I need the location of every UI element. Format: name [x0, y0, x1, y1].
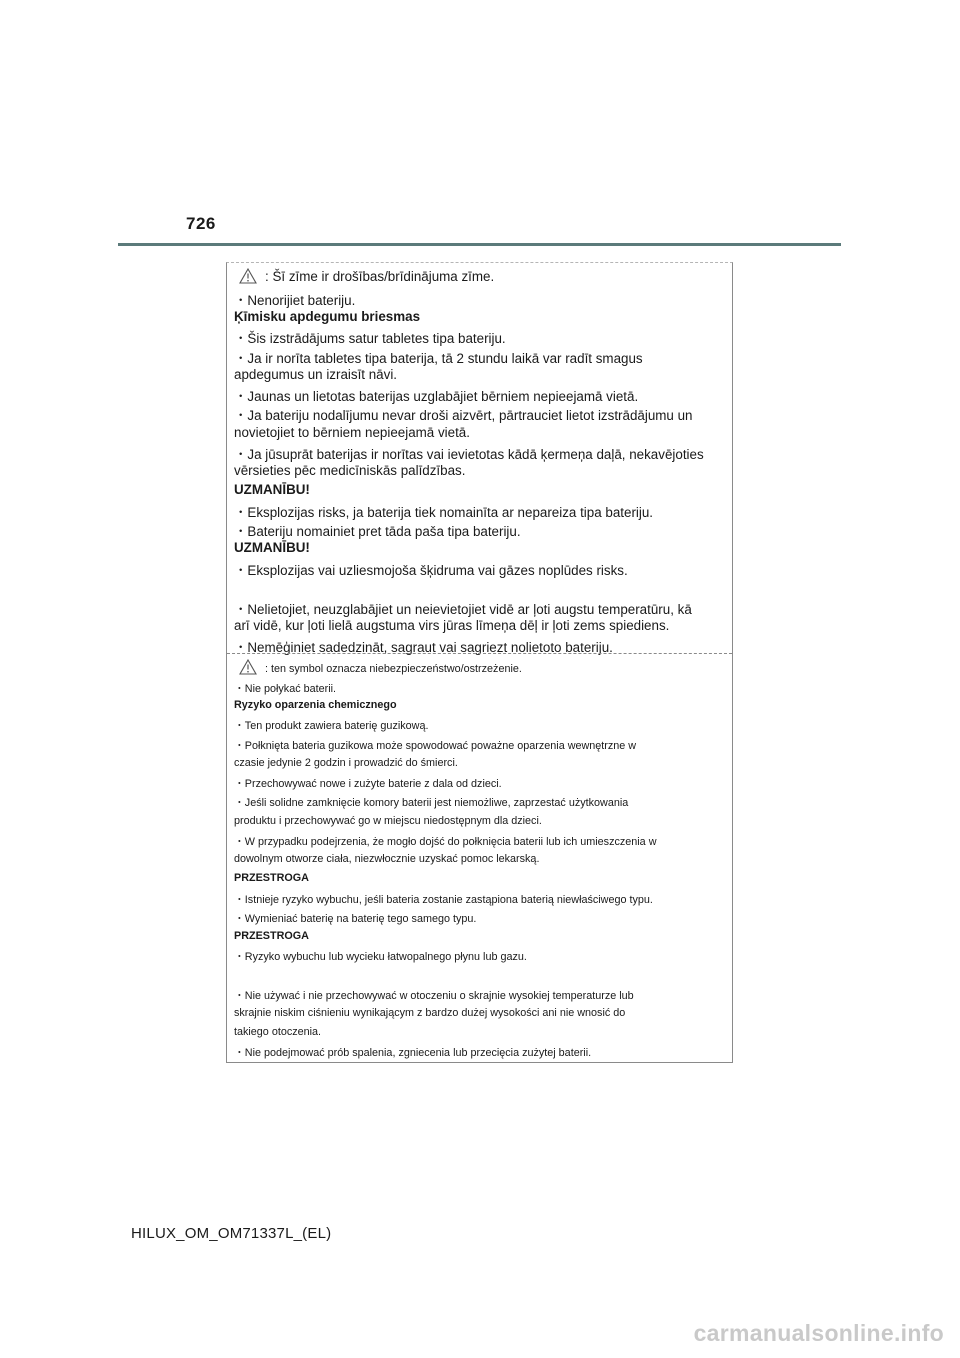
- page-number: 726: [186, 214, 216, 233]
- polish-symbol-line: [234, 659, 522, 675]
- text-line: arī vidē, kur ļoti lielā augstuma virs jūras līmeņa dēļ ir ļoti zems spiediens.: [234, 618, 670, 633]
- text-line: ・Ryzyko wybuchu lub wycieku łatwopalnego płynu lub gazu.: [234, 951, 527, 963]
- watermark: carmanualsonline.info: [693, 1320, 944, 1346]
- text-line: ・Bateriju nomainiet pret tāda paša tipa bateriju.: [234, 524, 521, 539]
- caution-heading: UZMANĪBU!: [234, 540, 310, 555]
- text-line: ・Nenorijiet bateriju.: [234, 293, 356, 308]
- text-line: ・Jeśli solidne zamknięcie komory baterii jest niemożliwe, zaprzestać użytkowania: [234, 797, 629, 809]
- text-line: ・W przypadku podejrzenia, że mogło dojść do połknięcia baterii lub ich umieszczenia w: [234, 836, 657, 848]
- text-line: dowolnym otworze ciała, niezwłocznie uzyskać pomoc lekarską.: [234, 853, 540, 865]
- latvian-symbol-line: [234, 268, 494, 284]
- text-line: skrajnie niskim ciśnieniu wynikającym z bardzo dużej wysokości ani nie wnosić do: [234, 1007, 626, 1019]
- text-line: novietojiet to bērniem nepieejamā vietā.: [234, 425, 470, 440]
- text-line: produktu i przechowywać go w miejscu niedostępnym dla dzieci.: [234, 815, 542, 827]
- text-line: czasie jedynie 2 godzin i prowadzić do śmierci.: [234, 757, 458, 769]
- caution-heading: UZMANĪBU!: [234, 482, 310, 497]
- text-line: ・Nie podejmować prób spalenia, zgniecenia lub przecięcia zużytej baterii.: [234, 1047, 592, 1059]
- section-heading: Ķīmisku apdegumu briesmas: [234, 309, 421, 324]
- text-line: ・Ja ir norīta tabletes tipa baterija, tā 2 stundu laikā var radīt smagus: [234, 351, 643, 366]
- text-line: ・Połknięta bateria guzikowa może spowodować poważne oparzenia wewnętrzne w: [234, 740, 637, 752]
- caution-heading: PRZESTROGA: [234, 872, 309, 884]
- polish-symbol-text: : ten symbol oznacza niebezpieczeństwo/ostrzeżenie.: [265, 663, 522, 675]
- text-line: ・Nemēģiniet sadedzināt, sagraut vai sagriezt nolietoto bateriju.: [234, 640, 613, 655]
- latvian-warning-section: [227, 263, 732, 653]
- text-line: ・Nelietojiet, neuzglabājiet un neievietojiet vidē ar ļoti augstu temperatūru, kā: [234, 602, 692, 617]
- caution-heading: PRZESTROGA: [234, 930, 309, 942]
- text-line: ・Istnieje ryzyko wybuchu, jeśli bateria zostanie zastąpiona baterią niewłaściwego typu.: [234, 894, 653, 906]
- text-line: ・Ja bateriju nodalījumu nevar droši aizvērt, pārtrauciet lietot izstrādājumu un: [234, 408, 693, 423]
- text-line: vērsieties pēc medicīniskās palīdzības.: [234, 463, 466, 478]
- text-line: ・Przechowywać nowe i zużyte baterie z dala od dzieci.: [234, 778, 502, 790]
- latvian-symbol-text: : Šī zīme ir drošības/brīdinājuma zīme.: [265, 269, 495, 284]
- document-code: HILUX_OM_OM71337L_(EL): [131, 1225, 332, 1242]
- battery-warning-box: [226, 262, 733, 1063]
- text-line: ・Nie połykać baterii.: [234, 683, 337, 695]
- text-line: ・Šis izstrādājums satur tabletes tipa bateriju.: [234, 331, 506, 346]
- text-line: ・Eksplozijas risks, ja baterija tiek nomainīta ar nepareiza tipa bateriju.: [234, 505, 654, 520]
- text-line: apdegumus un izraisīt nāvi.: [234, 367, 398, 382]
- text-line: ・Eksplozijas vai uzliesmojoša šķidruma vai gāzes noplūdes risks.: [234, 563, 628, 578]
- warning-triangle-icon: [239, 659, 257, 675]
- section-heading: Ryzyko oparzenia chemicznego: [234, 699, 397, 711]
- text-line: ・Ja jūsuprāt baterijas ir norītas vai ievietotas kādā ķermeņa daļā, nekavējoties: [234, 447, 704, 462]
- text-line: ・Wymieniać baterię na baterię tego samego typu.: [234, 913, 477, 925]
- warning-triangle-icon: [239, 268, 257, 284]
- header-rule: [118, 243, 841, 246]
- text-line: takiego otoczenia.: [234, 1026, 322, 1038]
- text-line: ・Ten produkt zawiera baterię guzikową.: [234, 720, 429, 732]
- text-line: ・Jaunas un lietotas baterijas uzglabājiet bērniem nepieejamā vietā.: [234, 389, 639, 404]
- text-line: ・Nie używać i nie przechowywać w otoczeniu o skrajnie wysokiej temperaturze lub: [234, 990, 634, 1002]
- polish-warning-section: [227, 653, 732, 1064]
